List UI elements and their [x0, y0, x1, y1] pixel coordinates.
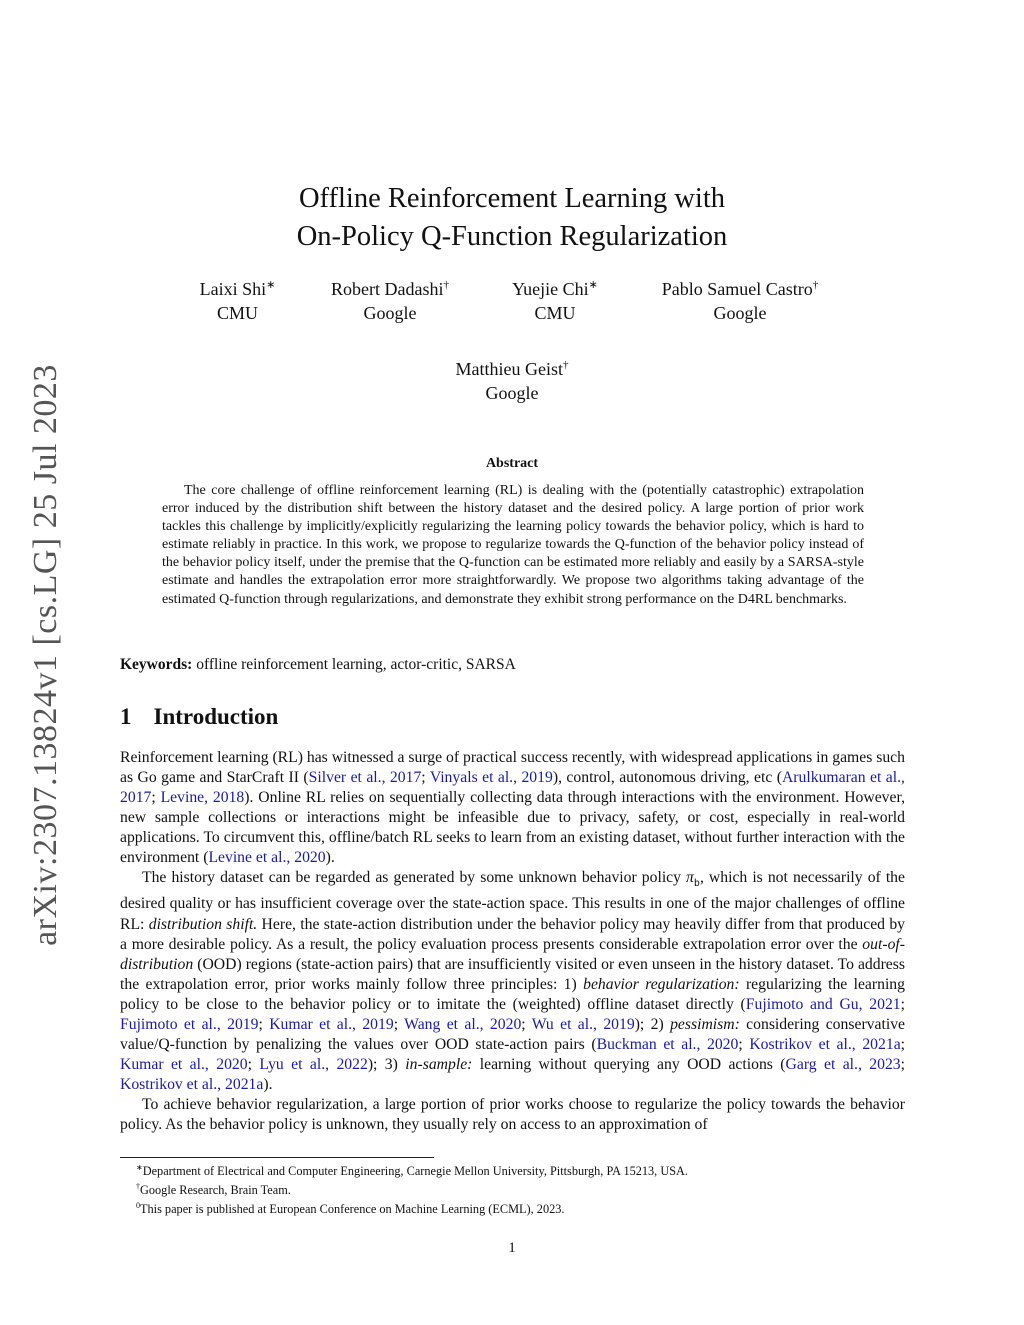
text-run: ). — [263, 1075, 273, 1093]
page-number: 1 — [508, 1240, 516, 1256]
emphasis: out-of-distribution — [120, 935, 905, 973]
text-run: ; — [393, 1015, 405, 1033]
footnote — [120, 1179, 910, 1198]
footnote — [120, 1160, 910, 1179]
citation-link[interactable]: Buckman et al., 2020 — [596, 1035, 739, 1053]
citation-link[interactable]: Kostrikov et al., 2021a — [120, 1075, 264, 1093]
citation-link[interactable]: Levine et al., 2020 — [208, 849, 326, 867]
footnote-mark: † — [136, 1182, 140, 1192]
keywords-label: Keywords: — [120, 656, 193, 673]
citation-link[interactable]: Fujimoto et al., 2019 — [120, 1015, 259, 1033]
author-name: Matthieu Geist — [455, 359, 563, 379]
text-run: ; — [521, 1015, 532, 1033]
arxiv-identifier: arXiv:2307.13824v1 [cs.LG] 25 Jul 2023 — [27, 364, 64, 946]
citation-link[interactable]: Wu et al., 2019 — [531, 1015, 635, 1033]
footnote-rule — [120, 1157, 434, 1158]
text-run: The history dataset can be regarded as generated by some unknown behavior policy — [142, 869, 687, 887]
author-block — [180, 273, 295, 325]
paper-title — [0, 180, 1024, 256]
footnote-text: This paper is published at European Conference on Machine Learning (ECML), 2023. — [140, 1202, 565, 1217]
text-run: , which is not necessarily of the desired quality or has insufficient coverage over the state-action space. This results in one of the major challenges of offline RL: — [120, 869, 905, 933]
author-mark: † — [812, 279, 819, 291]
citation-link[interactable]: Kostrikov et al., 2021a — [749, 1035, 901, 1053]
citation-link[interactable]: Vinyals et al., 2019 — [429, 769, 553, 787]
text-run: (OOD) regions (state-action pairs) that are insufficiently visited or even unseen in the history dataset. To address the extrapolation error, prior works mainly follow three principles: 1) — [120, 955, 905, 993]
text-run: ); 3) — [367, 1055, 406, 1073]
text-run: ; — [258, 1015, 270, 1033]
citation-link[interactable]: Garg et al., 2023 — [785, 1055, 901, 1073]
text-run: ; — [900, 1035, 906, 1053]
keywords — [120, 656, 910, 674]
author-affiliation: CMU — [534, 303, 576, 323]
citation-link[interactable]: Kumar et al., 2019 — [269, 1015, 394, 1033]
author-name: Yuejie Chi — [512, 279, 589, 299]
section-number: 1 — [120, 704, 132, 729]
author-affiliation: Google — [713, 303, 767, 323]
text-run: ; — [421, 769, 430, 787]
section-title: Introduction — [153, 704, 279, 729]
title-line-2: On-Policy Q-Function Regularization — [296, 221, 728, 252]
emphasis: pessimism: — [670, 1015, 740, 1033]
footnote-mark: ∗ — [136, 1163, 143, 1172]
author-block — [412, 353, 612, 405]
text-run: ; — [900, 1055, 906, 1073]
text-run: ). — [325, 849, 335, 867]
author-mark: † — [562, 359, 569, 371]
emphasis: distribution shift. — [148, 915, 258, 933]
text-run: Here, the state-action distribution under the behavior policy may heavily differ from that produced by a more desirable policy. As a result, the policy evaluation process presents considerable extrapolation error over the — [120, 915, 906, 953]
citation-link[interactable]: Kumar et al., 2020 — [120, 1055, 248, 1073]
text-run: ; — [247, 1055, 260, 1073]
text-run: ; — [900, 995, 906, 1013]
math-symbol: π — [686, 869, 694, 887]
text-run: ; — [151, 789, 161, 807]
section-heading — [120, 704, 278, 730]
introduction-body — [120, 748, 905, 1135]
title-line-1: Offline Reinforcement Learning with — [298, 183, 726, 214]
paragraph — [120, 748, 905, 868]
emphasis: in-sample: — [405, 1055, 473, 1073]
text-run: ; — [738, 1035, 750, 1053]
text-run: regularizing the learning policy to be close to the behavior policy or to imitate the (weighted) offline dataset directly ( — [120, 975, 905, 1013]
text-run: considering conservative value/Q-function by penalizing the values over OOD state-action pairs ( — [120, 1015, 905, 1053]
text-run: ), control, autonomous driving, etc ( — [552, 769, 782, 787]
abstract — [162, 482, 864, 609]
author-affiliation: Google — [363, 303, 417, 323]
author-mark: ∗ — [266, 279, 276, 291]
author-name: Laixi Shi — [199, 279, 267, 299]
author-affiliation: CMU — [216, 303, 258, 323]
abstract-text: The core challenge of offline reinforcement learning (RL) is dealing with the (potentially catastrophic) extrapolation error induced by the distribution shift between the history dataset and the desired policy. A large portion of prior work tackles this challenge by implicitly/explicitly regularizing the learning policy towards the behavior policy, which is hard to estimate reliably in practice. In this work, we propose to regularize towards the Q-function of the behavior policy instead of the behavior policy itself, under the premise that the Q-function can be estimated more reliably and easily by a SARSA-style estimate and handles the extrapolation error more straightforwardly. We propose two algorithms taking advantage of the estimated Q-function through regularizations, and demonstrate they exhibit strong performance on the D4RL benchmarks. — [162, 483, 864, 607]
text-run: learning without querying any OOD actions ( — [472, 1055, 786, 1073]
footnotes — [120, 1160, 910, 1217]
author-block — [640, 273, 840, 325]
text-run: ). Online RL relies on sequentially collecting data through interactions with the environment. However, new sample collections or interactions might be infeasible due to privacy, safety, or cost, especially in real-world applications. To circumvent this, offline/batch RL seeks to learn from an existing dataset, without further interaction with the environment ( — [120, 789, 905, 867]
arxiv-side-stamp — [26, 365, 66, 945]
author-mark: † — [443, 279, 449, 291]
citation-link[interactable]: Arulkumaran et al., 2017 — [120, 769, 905, 807]
author-block — [495, 273, 615, 325]
footnote-text: Google Research, Brain Team. — [140, 1183, 291, 1198]
citation-link[interactable]: Fujimoto and Gu, 2021 — [745, 995, 901, 1013]
citation-link[interactable]: Wang et al., 2020 — [404, 1015, 522, 1033]
footnote-mark: 0 — [136, 1201, 140, 1211]
author-affiliation: Google — [485, 383, 539, 403]
math-subscript: b — [693, 878, 700, 890]
author-name: Pablo Samuel Castro — [661, 279, 813, 299]
paragraph: To achieve behavior regularization, a large portion of prior works choose to regularize the policy towards the behavior policy. As the behavior policy is unknown, they usually rely on access to an approximation of — [120, 1095, 905, 1133]
text-run: ); 2) — [634, 1015, 671, 1033]
keywords-text: offline reinforcement learning, actor-critic, SARSA — [196, 656, 516, 673]
footnote — [120, 1198, 910, 1217]
author-name: Robert Dadashi — [331, 279, 444, 299]
author-block — [310, 273, 470, 325]
citation-link[interactable]: Levine, 2018 — [160, 789, 245, 807]
emphasis: behavior regularization: — [583, 975, 740, 993]
citation-link[interactable]: Lyu et al., 2022 — [259, 1055, 368, 1073]
abstract-heading: Abstract — [485, 456, 539, 471]
paragraph — [120, 868, 905, 1095]
citation-link[interactable]: Silver et al., 2017 — [308, 769, 422, 787]
footnote-text: Department of Electrical and Computer Engineering, Carnegie Mellon University, Pittsburgh, PA 15213, USA. — [142, 1164, 689, 1179]
author-mark: ∗ — [588, 279, 598, 291]
text-run: Reinforcement learning (RL) has witnessed a surge of practical success recently, with widespread applications in games such as Go game and StarCraft II ( — [120, 749, 905, 787]
